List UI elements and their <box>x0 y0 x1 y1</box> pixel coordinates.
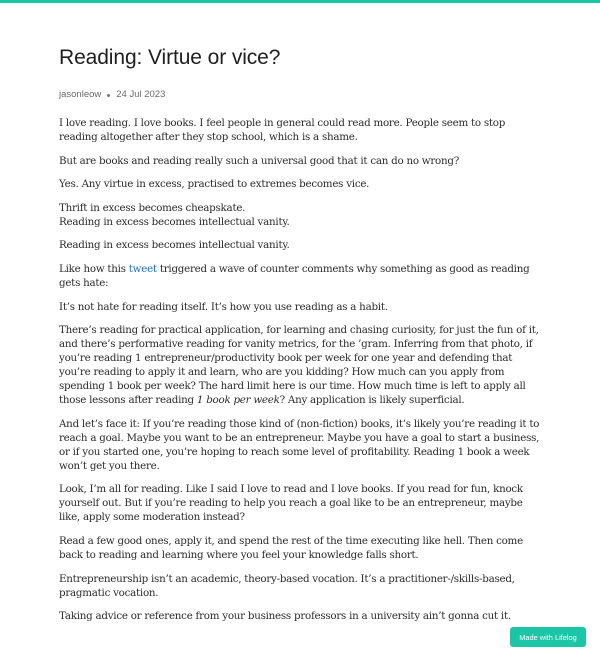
paragraph: Entrepreneurship isn’t an academic, theory-based vocation. It’s a practitioner-/skills-based, pragmatic vocation. <box>59 572 515 599</box>
paragraph: Taking advice or reference from your business professors in a university ain’t gonna cut it. <box>59 610 511 623</box>
text-run: Like how this <box>59 262 129 275</box>
post-meta <box>59 88 541 102</box>
top-accent-bar <box>0 0 600 3</box>
article-body <box>59 116 541 623</box>
paragraph <box>59 323 541 407</box>
paragraph: And let’s face it: If you’re reading those kind of (non-fiction) books, it’s likely you’re reading it to reach a goal. Maybe you want to be an entrepreneur. Maybe you have a goal to start a business, or if you started one, you’re hoping to reach some level of profitability. Reading 1 book a week won’t get you there. <box>59 417 540 472</box>
made-with-lifelog-button[interactable]: Made with Lifelog <box>510 627 586 647</box>
tweet-link[interactable]: tweet <box>128 262 157 275</box>
paragraph-line: Thrift in excess becomes cheapskate. <box>59 201 246 214</box>
paragraph: Yes. Any virtue in excess, practised to extremes becomes vice. <box>59 178 370 191</box>
paragraph: I love reading. I love books. I feel people in general could read more. People seem to stop reading altogether after they stop school, which is a shame. <box>59 117 506 143</box>
paragraph: Reading in excess becomes intellectual vanity. <box>59 239 290 252</box>
post-container <box>59 44 541 633</box>
post-title: Reading: Virtue or vice? <box>59 46 281 69</box>
paragraph <box>59 201 541 229</box>
text-run: triggered a wave of counter comments why something as good as reading gets hate: <box>59 262 530 289</box>
emphasis-text: 1 book per week <box>196 394 280 407</box>
post-date: 24 Jul 2023 <box>116 89 166 100</box>
paragraph <box>59 262 541 290</box>
paragraph: Read a few good ones, apply it, and spend the rest of the time executing like hell. Then come back to reading and learning where you feel your knowledge falls short. <box>59 534 523 561</box>
paragraph: Look, I’m all for reading. Like I said I love to read and I love books. If you read for fun, knock yourself out. But if you’re reading to help you reach a goal like to be an entrepreneur, maybe like, apply some moderation instead? <box>59 483 523 524</box>
paragraph: But are books and reading really such a universal good that it can do no wrong? <box>59 154 459 167</box>
paragraph-line: Reading in excess becomes intellectual vanity. <box>59 215 290 228</box>
text-run: There’s reading for practical application, for learning and chasing curiosity, for just the fun of it, and there’s performative reading for vanity metrics, for the ’gram. Inferring from that photo, if you’re reading 1 entrepreneur/productivity book per week for one year and defending that you’re reading to apply it and learn, who are you kidding? How much can you apply from spending 1 book per week? The hard limit here is our time. How much time is left to apply all those lessons after reading <box>59 324 539 407</box>
author-link[interactable]: jasonleow <box>59 89 102 100</box>
text-run: ? Any application is likely superficial. <box>279 394 465 407</box>
paragraph: It’s not hate for reading itself. It’s how you use reading as a habit. <box>59 300 388 313</box>
meta-separator <box>107 94 110 97</box>
